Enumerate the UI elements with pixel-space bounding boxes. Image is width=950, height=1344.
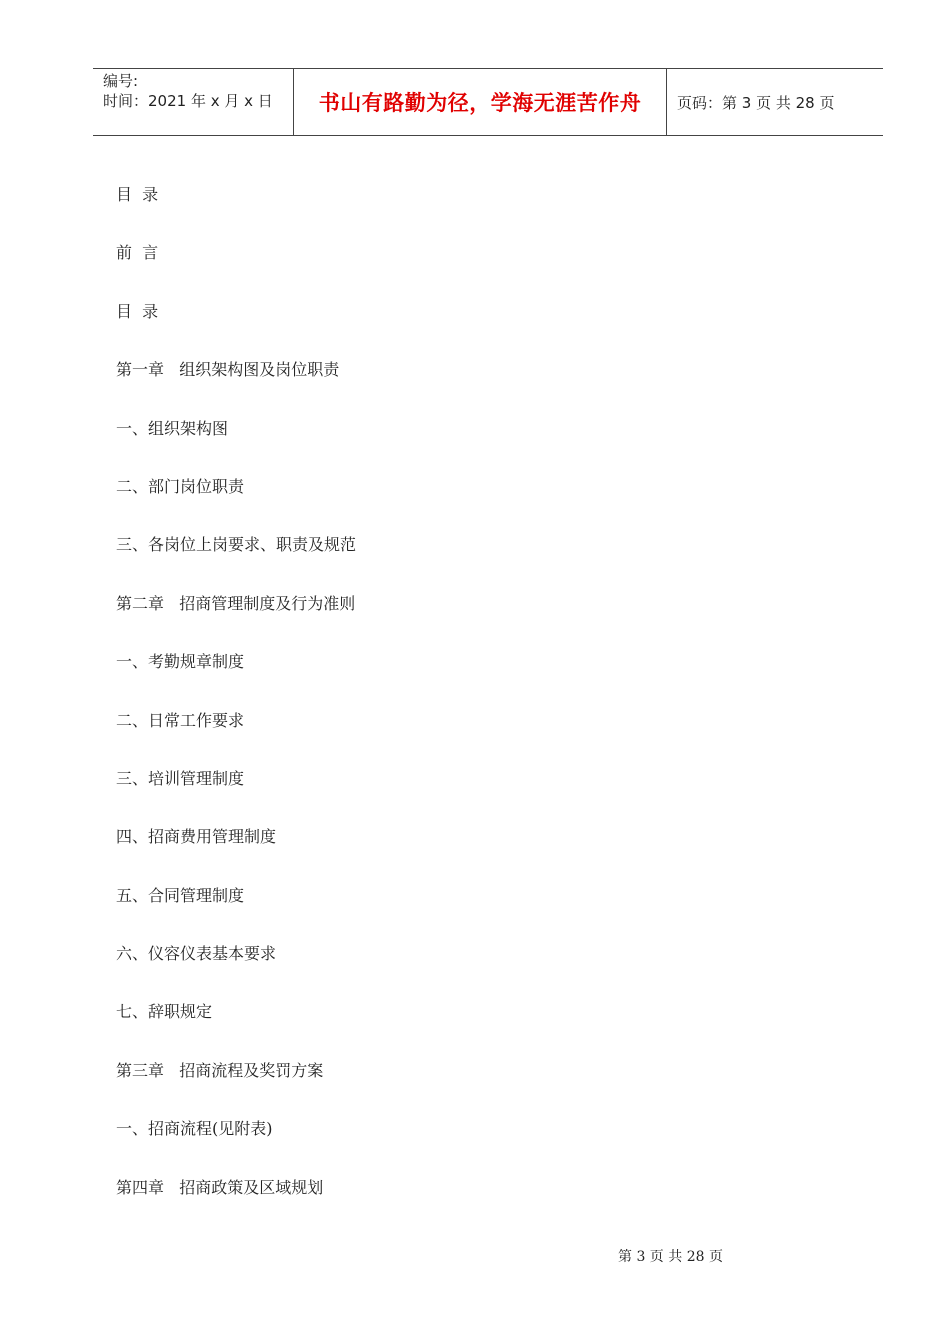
header-meta bbox=[93, 69, 294, 135]
toc-item: 三、各岗位上岗要求、职责及规范 bbox=[116, 535, 357, 555]
toc-item: 四、招商费用管理制度 bbox=[116, 827, 277, 847]
table-of-contents bbox=[116, 180, 356, 1231]
page-header bbox=[93, 68, 883, 136]
serial-number-label: 编号: bbox=[103, 72, 139, 90]
date-label: 时间：2021 年 x 月 x 日 bbox=[103, 92, 273, 110]
toc-item: 目 录 bbox=[116, 301, 159, 321]
toc-item: 一、招商流程(见附表) bbox=[116, 1119, 273, 1139]
page-footer: 第 3 页 共 28 页 bbox=[618, 1249, 723, 1265]
toc-item: 五、合同管理制度 bbox=[116, 885, 245, 905]
toc-item: 第二章 招商管理制度及行为准则 bbox=[116, 593, 356, 613]
toc-item: 七、辞职规定 bbox=[116, 1002, 213, 1022]
toc-item: 三、培训管理制度 bbox=[116, 768, 245, 788]
toc-item: 二、部门岗位职责 bbox=[116, 476, 245, 496]
toc-item: 第一章 组织架构图及岗位职责 bbox=[116, 360, 340, 380]
toc-item: 前 言 bbox=[116, 243, 159, 263]
motto-text: 书山有路勤为径，学海无涯苦作舟 bbox=[318, 91, 642, 115]
toc-item: 一、考勤规章制度 bbox=[116, 652, 245, 672]
header-page-number: 页码：第 3 页 共 28 页 bbox=[677, 93, 835, 112]
toc-item: 第三章 招商流程及奖罚方案 bbox=[116, 1060, 324, 1080]
toc-item: 一、组织架构图 bbox=[116, 418, 229, 438]
header-page-cell bbox=[667, 69, 883, 135]
toc-item: 二、日常工作要求 bbox=[116, 710, 245, 730]
header-motto-cell bbox=[294, 69, 667, 135]
toc-item: 第四章 招商政策及区域规划 bbox=[116, 1177, 324, 1197]
toc-item: 六、仪容仪表基本要求 bbox=[116, 944, 277, 964]
toc-item: 目 录 bbox=[116, 185, 159, 204]
